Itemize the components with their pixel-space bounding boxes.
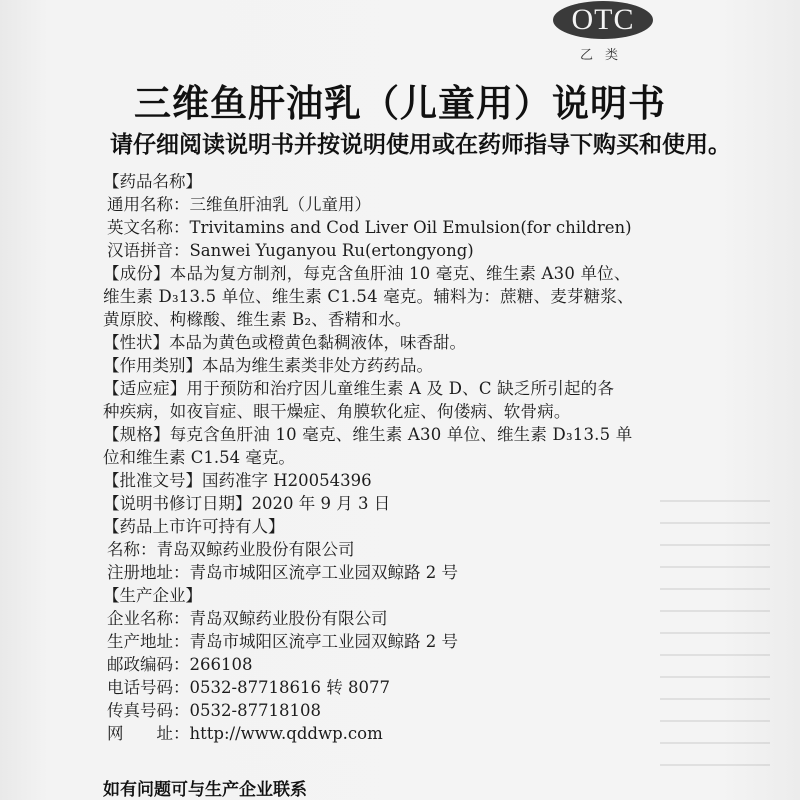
phone-line: 电话号码：0532-87718616 转 8077 [107,678,391,697]
production-address-line: 生产地址：青岛市城阳区流亭工业园双鲸路 2 号 [107,632,458,651]
otc-label: OTC [571,3,635,36]
ingredients-line-2: 维生素 D₃13.5 单位、维生素 C1.54 毫克。辅料为：蔗糖、麦芽糖浆、 [103,287,634,306]
category-line: 【作用类别】本品为维生素类非处方药药品。 [103,356,433,375]
indications-line-1: 【适应症】用于预防和治疗因儿童维生素 A 及 D、C 缺乏所引起的各 [103,379,615,398]
document-subtitle: 请仔细阅读说明书并按说明使用或在药师指导下购买和使用。 [110,132,731,158]
contact-footer: 如有问题可与生产企业联系 [103,780,307,800]
section-heading-drug-name: 【药品名称】 [103,172,202,191]
appearance-line: 【性状】本品为黄色或橙黄色黏稠液体，味香甜。 [103,333,466,352]
website-line: 网 址：http://www.qddwp.com [107,724,383,743]
leaflet-body [103,170,683,745]
postal-code-line: 邮政编码：266108 [107,655,253,674]
specification-line-2: 位和维生素 C1.54 毫克。 [103,448,295,467]
approval-number-line: 【批准文号】国药准字 H20054396 [103,471,372,490]
indications-line-2: 种疾病，如夜盲症、眼干燥症、角膜软化症、佝偻病、软骨病。 [103,402,571,421]
registered-address-line: 注册地址：青岛市城阳区流亭工业园双鲸路 2 号 [107,563,458,582]
pinyin-line: 汉语拼音：Sanwei Yuganyou Ru(ertongyong) [107,241,474,260]
specification-line-1: 【规格】每克含鱼肝油 10 毫克、维生素 A30 单位、维生素 D₃13.5 单 [103,425,633,444]
manufacturer-name-line: 企业名称：青岛双鲸药业股份有限公司 [107,609,388,628]
fax-line: 传真号码：0532-87718108 [107,701,322,720]
otc-class-label: 乙类 [580,48,631,63]
section-heading-license-holder: 【药品上市许可持有人】 [103,517,285,536]
document-title: 三维鱼肝油乳（儿童用）说明书 [134,82,666,125]
ingredients-line-3: 黄原胶、枸橼酸、维生素 B₂、香精和水。 [103,310,412,329]
generic-name-line: 通用名称：三维鱼肝油乳（儿童用） [107,195,371,214]
revision-date-line: 【说明书修订日期】2020 年 9 月 3 日 [103,494,391,513]
english-name-line: 英文名称：Trivitamins and Cod Liver Oil Emulsion(for children) [107,218,632,237]
holder-name-line: 名称：青岛双鲸药业股份有限公司 [107,540,355,559]
otc-badge [553,1,653,39]
section-heading-manufacturer: 【生产企业】 [103,586,202,605]
ingredients-line-1: 【成份】本品为复方制剂，每克含鱼肝油 10 毫克、维生素 A30 单位、 [103,264,631,283]
